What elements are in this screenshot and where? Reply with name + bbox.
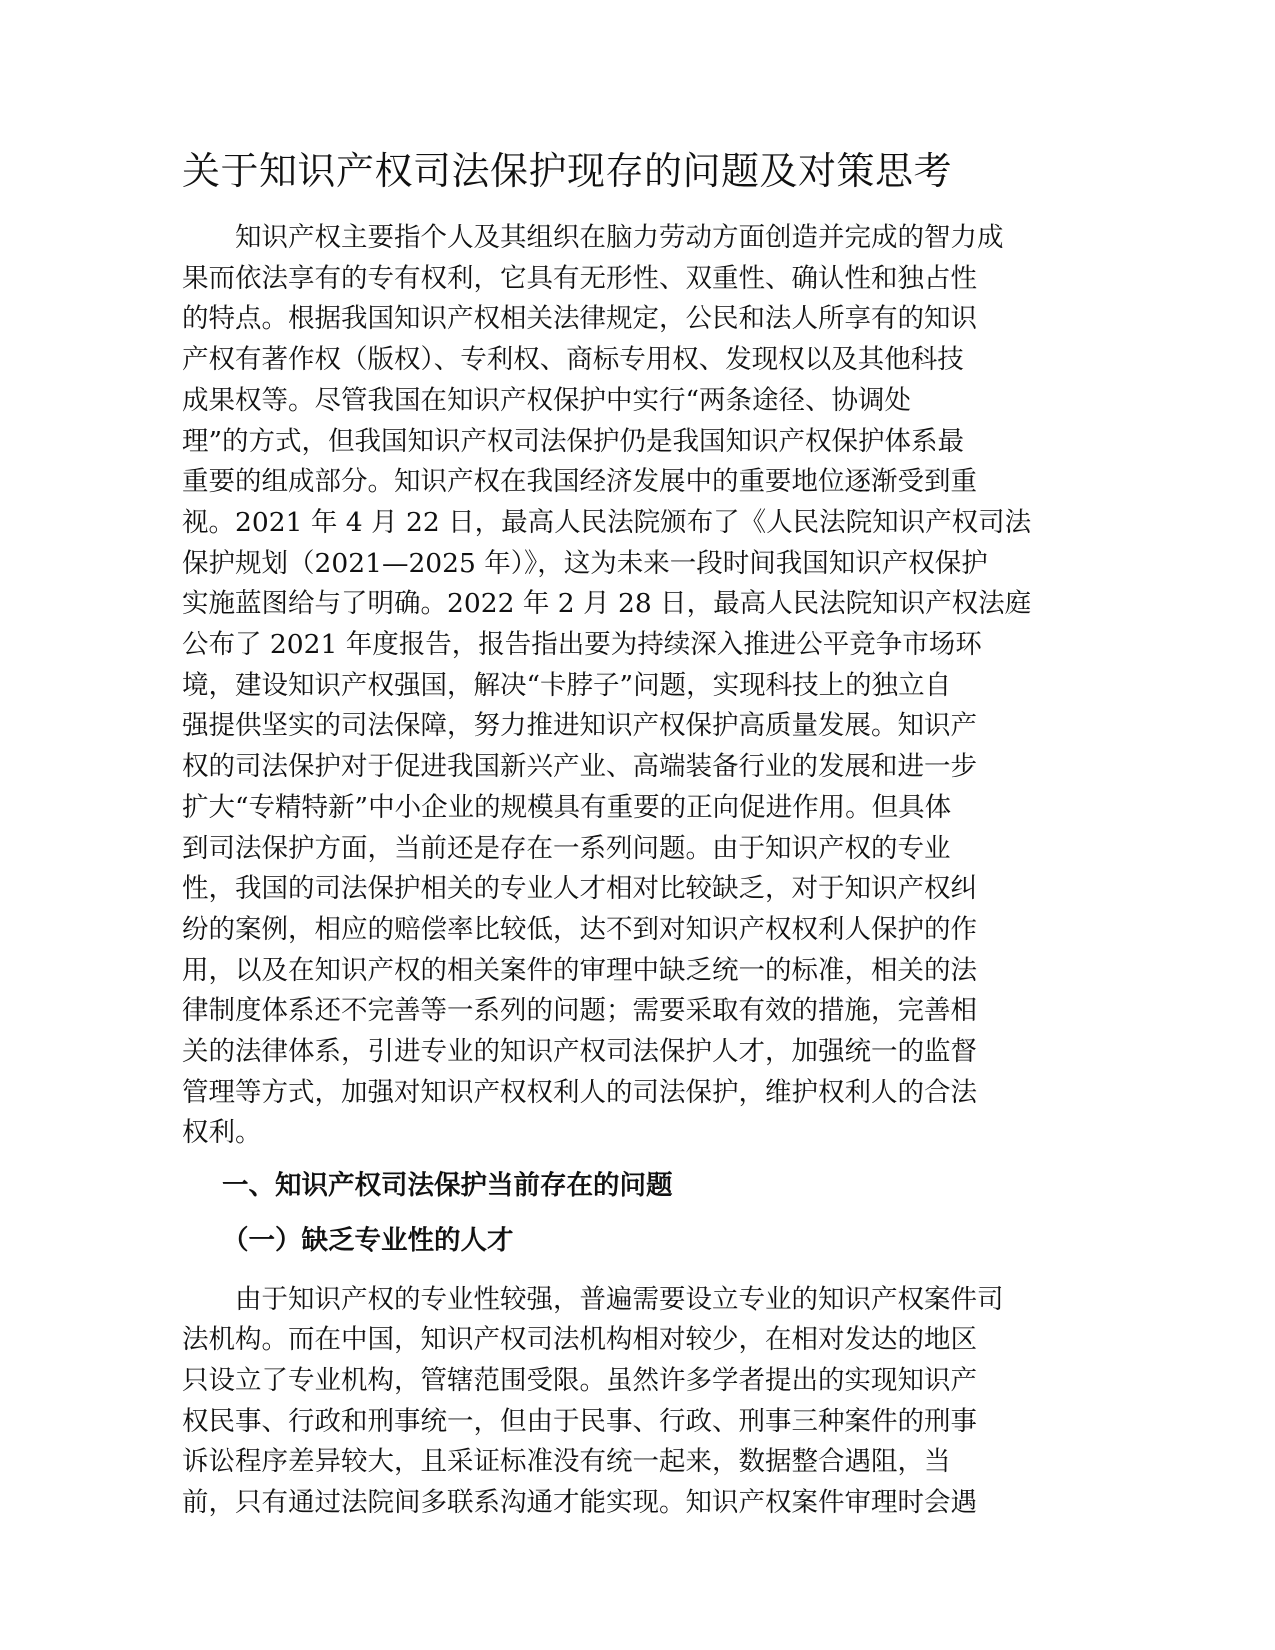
paragraph-line: 关的法律体系，引进专业的知识产权司法保护人才，加强统一的监督 — [182, 1036, 977, 1068]
paragraph-line: 律制度体系还不完善等一系列的问题；需要采取有效的措施，完善相 — [182, 995, 977, 1027]
paragraph-line: 境，建设知识产权强国，解决“卡脖子”问题，实现科技上的独立自 — [182, 669, 952, 701]
paragraph-line: 理”的方式，但我国知识产权司法保护仍是我国知识产权保护体系最 — [182, 425, 965, 457]
paragraph-line: 成果权等。尽管我国在知识产权保护中实行“两条途径、协调处 — [182, 384, 912, 416]
paragraph-line: 重要的组成部分。知识产权在我国经济发展中的重要地位逐渐受到重 — [182, 466, 977, 498]
paragraph-line: 由于知识产权的专业性较强，普遍需要设立专业的知识产权案件司 — [182, 1283, 1004, 1315]
paragraph-line: 实施蓝图给与了明确。2022 年 2 月 28 日，最高人民法院知识产权法庭 — [182, 588, 1032, 620]
paragraph-line: 的特点。根据我国知识产权相关法律规定，公民和法人所享有的知识 — [182, 303, 977, 335]
paragraph-line: 视。2021 年 4 月 22 日，最高人民法院颁布了《人民法院知识产权司法 — [182, 506, 1032, 538]
paragraph-line: 产权有著作权（版权）、专利权、商标专用权、发现权以及其他科技 — [182, 344, 964, 376]
section-heading: 一、知识产权司法保护当前存在的问题 — [222, 1170, 673, 1202]
paragraph-line: 权的司法保护对于促进我国新兴产业、高端装备行业的发展和进一步 — [182, 751, 977, 783]
paragraph-line: 性，我国的司法保护相关的专业人才相对比较缺乏，对于知识产权纠 — [182, 873, 977, 905]
paragraph-line: 扩大“专精特新”中小企业的规模具有重要的正向促进作用。但具体 — [182, 791, 952, 823]
paragraph-line: 知识产权主要指个人及其组织在脑力劳动方面创造并完成的智力成 — [182, 222, 1004, 253]
body-paragraph-2 — [182, 1280, 1030, 1524]
subsection-heading: （一）缺乏专业性的人才 — [222, 1224, 514, 1256]
paragraph-line: 到司法保护方面，当前还是存在一系列问题。由于知识产权的专业 — [182, 832, 951, 864]
paragraph-line: 果而依法享有的专有权利，它具有无形性、双重性、确认性和独占性 — [182, 262, 977, 294]
paragraph-line: 权利。 — [182, 1117, 262, 1149]
paragraph-line: 只设立了专业机构，管辖范围受限。虽然许多学者提出的实现知识产 — [182, 1364, 977, 1396]
paragraph-line: 保护规划（2021—2025 年）》，这为未来一段时间我国知识产权保护 — [182, 547, 988, 579]
paragraph-line: 强提供坚实的司法保障，努力推进知识产权保护高质量发展。知识产 — [182, 710, 977, 742]
document-page — [182, 146, 1030, 1524]
body-paragraph-1 — [182, 218, 1030, 1154]
paragraph-line: 法机构。而在中国，知识产权司法机构相对较少，在相对发达的地区 — [182, 1324, 977, 1356]
document-title: 关于知识产权司法保护现存的问题及对策思考 — [182, 149, 953, 193]
paragraph-line: 权民事、行政和刑事统一，但由于民事、行政、刑事三种案件的刑事 — [182, 1405, 977, 1437]
paragraph-line: 管理等方式，加强对知识产权权利人的司法保护，维护权利人的合法 — [182, 1076, 977, 1108]
paragraph-line: 诉讼程序差异较大，且采证标准没有统一起来，数据整合遇阻，当 — [182, 1446, 951, 1478]
paragraph-line: 前，只有通过法院间多联系沟通才能实现。知识产权案件审理时会遇 — [182, 1487, 977, 1519]
paragraph-line: 用，以及在知识产权的相关案件的审理中缺乏统一的标准，相关的法 — [182, 954, 977, 986]
paragraph-line: 公布了 2021 年度报告，报告指出要为持续深入推进公平竞争市场环 — [182, 629, 982, 661]
paragraph-line: 纷的案例，相应的赔偿率比较低，达不到对知识产权权利人保护的作 — [182, 913, 977, 945]
